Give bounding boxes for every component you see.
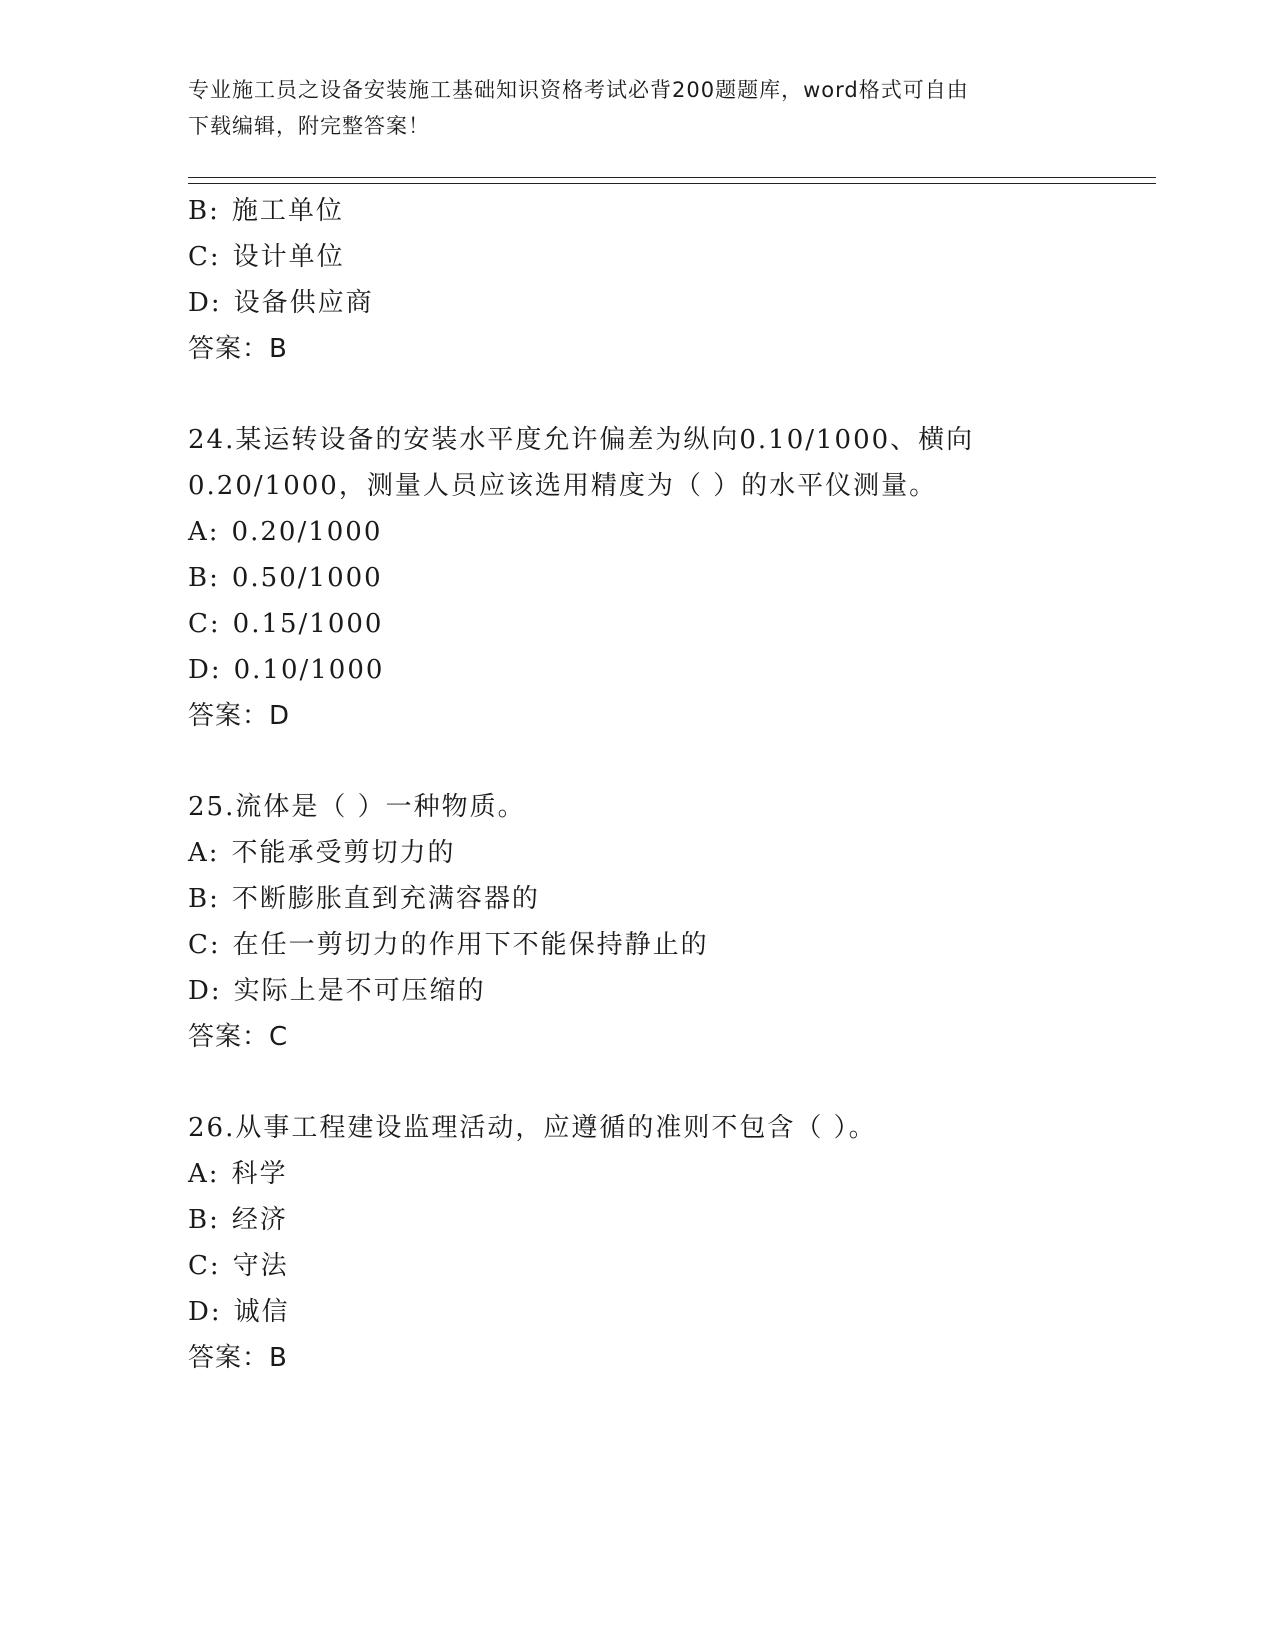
option-text: 设备供应商 bbox=[233, 288, 374, 318]
option-text: 不断膨胀直到充满容器的 bbox=[231, 884, 540, 914]
option-row bbox=[188, 1243, 1188, 1289]
option-text: 科学 bbox=[231, 1159, 288, 1189]
option-letter: A: bbox=[188, 517, 220, 547]
option-text: 0.15/1000 bbox=[232, 609, 384, 639]
question-stem-continued: 0.20/1000，测量人员应该选用精度为（ ）的水平仪测量。 bbox=[188, 471, 938, 501]
option-letter: D: bbox=[188, 976, 222, 1006]
option-row bbox=[188, 876, 1188, 922]
option-letter: A: bbox=[188, 838, 220, 868]
option-row bbox=[188, 555, 1188, 601]
option-row bbox=[188, 601, 1188, 647]
option-text: 经济 bbox=[231, 1205, 288, 1235]
option-row bbox=[188, 647, 1188, 693]
option-letter: D: bbox=[188, 655, 222, 685]
question-stem: 24.某运转设备的安装水平度允许偏差为纵向0.10/1000、横向 bbox=[188, 425, 975, 455]
question-stem: 25.流体是（ ）一种物质。 bbox=[188, 792, 526, 822]
option-row bbox=[188, 830, 1188, 876]
option-text: 0.20/1000 bbox=[231, 517, 383, 547]
option-text: 施工单位 bbox=[231, 196, 344, 226]
option-text: 不能承受剪切力的 bbox=[231, 838, 456, 868]
option-letter: B: bbox=[188, 1205, 220, 1235]
option-letter: C: bbox=[188, 930, 221, 960]
option-text: 在任一剪切力的作用下不能保持静止的 bbox=[232, 930, 709, 960]
option-row bbox=[188, 922, 1188, 968]
option-letter: C: bbox=[188, 609, 221, 639]
option-row bbox=[188, 234, 1188, 280]
question-stem: 26.从事工程建设监理活动，应遵循的准则不包含（ ）。 bbox=[188, 1113, 877, 1143]
answer-line: 答案：D bbox=[188, 701, 291, 731]
option-text: 0.10/1000 bbox=[233, 655, 385, 685]
option-row bbox=[188, 509, 1188, 555]
option-text: 诚信 bbox=[233, 1297, 290, 1327]
question-list bbox=[188, 188, 1188, 1381]
option-row bbox=[188, 1289, 1188, 1335]
option-letter: C: bbox=[188, 1251, 221, 1281]
option-letter: B: bbox=[188, 884, 220, 914]
option-row bbox=[188, 1197, 1188, 1243]
header-line-2: 下载编辑，附完整答案！ bbox=[188, 114, 430, 138]
option-text: 实际上是不可压缩的 bbox=[233, 976, 486, 1006]
option-row bbox=[188, 188, 1188, 234]
option-letter: A: bbox=[188, 1159, 220, 1189]
header-divider-bottom bbox=[188, 183, 1156, 184]
option-row bbox=[188, 280, 1188, 326]
option-letter: B: bbox=[188, 563, 220, 593]
option-text: 0.50/1000 bbox=[231, 563, 383, 593]
answer-line: 答案：B bbox=[188, 1343, 288, 1373]
answer-line: 答案：C bbox=[188, 1022, 289, 1052]
option-letter: B: bbox=[188, 196, 220, 226]
option-text: 设计单位 bbox=[232, 242, 345, 272]
option-text: 守法 bbox=[232, 1251, 289, 1281]
option-letter: C: bbox=[188, 242, 221, 272]
option-letter: D: bbox=[188, 1297, 222, 1327]
header-line-1: 专业施工员之设备安装施工基础知识资格考试必背200题题库，word格式可自由 bbox=[188, 78, 969, 102]
option-row bbox=[188, 1151, 1188, 1197]
answer-line: 答案：B bbox=[188, 334, 288, 364]
option-letter: D: bbox=[188, 288, 222, 318]
document-header bbox=[188, 72, 1088, 144]
option-row bbox=[188, 968, 1188, 1014]
header-divider-top bbox=[188, 177, 1156, 178]
